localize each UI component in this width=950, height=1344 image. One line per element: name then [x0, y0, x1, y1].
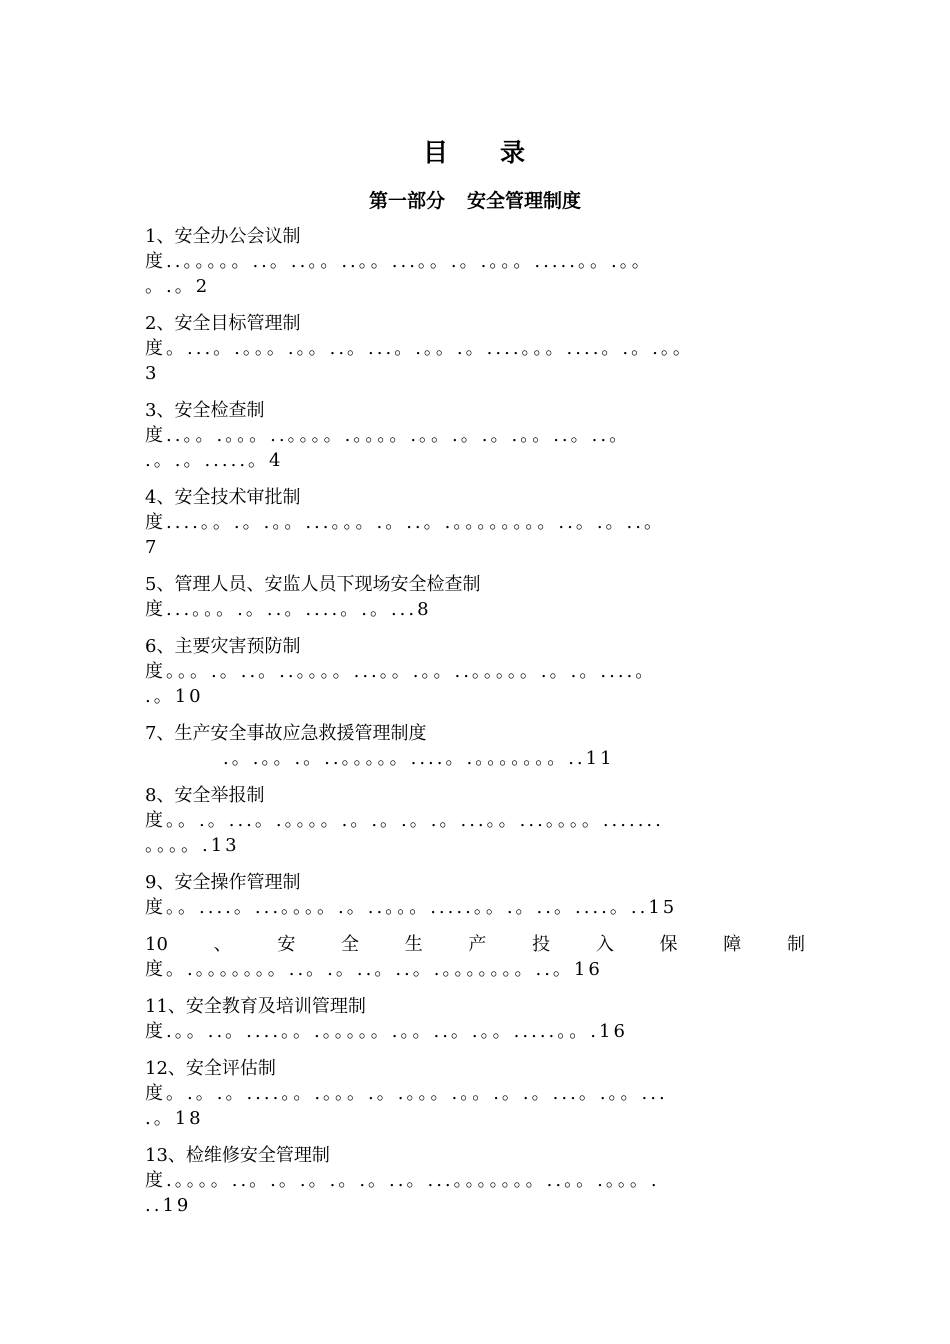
- toc-char: 保: [659, 934, 678, 955]
- toc-entry-title: 3、安全检查制: [145, 400, 265, 421]
- toc-entry-9[interactable]: [145, 870, 805, 920]
- part-heading: [0, 186, 950, 213]
- toc-entry-page: .。18: [145, 1108, 204, 1129]
- toc-entry-leader: 度。。。.。..。..。。。。...。。.。。..。。。。。.。.。....。: [145, 661, 657, 682]
- toc-entry-leader: 度.。。。。..。.。.。.。.。..。...。。。。。。。..。。.。。。.: [145, 1170, 660, 1191]
- toc-entry-title: [145, 932, 805, 957]
- toc-char: 投: [532, 934, 551, 955]
- toc-entry-title: 1、安全办公会议制: [145, 226, 301, 247]
- toc-entry-leader: 度。.。.。....。。.。。。.。.。。。.。。.。.。...。.。。...: [145, 1083, 668, 1104]
- toc-char: 产: [468, 934, 487, 955]
- toc-char: 入: [595, 934, 614, 955]
- table-of-contents: [145, 224, 805, 1230]
- part-label: 第一部分: [368, 190, 445, 212]
- toc-entry-leader: 度。。.。...。.。。。。.。.。.。.。...。。...。。。。.......: [145, 810, 664, 831]
- toc-entry-page: 。.。2: [145, 276, 211, 297]
- toc-entry-4[interactable]: [145, 485, 805, 560]
- toc-entry-title: 12、安全评估制: [145, 1058, 276, 1079]
- toc-entry-3[interactable]: [145, 398, 805, 473]
- toc-entry-page: 3: [145, 363, 160, 384]
- toc-entry-1[interactable]: [145, 224, 805, 299]
- toc-entry-leader: 度..。。.。。。..。。。。.。。。。.。。.。.。.。。..。..。: [145, 425, 631, 446]
- toc-entry-5[interactable]: [145, 572, 805, 622]
- toc-char: 10: [145, 934, 168, 955]
- toc-entry-11[interactable]: [145, 994, 805, 1044]
- toc-entry-title: 11、安全教育及培训管理制: [145, 996, 366, 1017]
- toc-entry-12[interactable]: [145, 1056, 805, 1131]
- toc-char: 障: [723, 934, 742, 955]
- toc-char: 安: [277, 934, 296, 955]
- page-title: [0, 133, 950, 169]
- toc-entry-leader: 度。.。。。。。。。..。.。..。..。.。。。。。。。..。16: [145, 959, 603, 980]
- toc-entry-title: 7、生产安全事故应急救援管理制度: [145, 723, 427, 744]
- toc-entry-10[interactable]: [145, 932, 805, 982]
- toc-entry-title: 6、主要灾害预防制: [145, 636, 301, 657]
- toc-entry-title: 13、检维修安全管理制: [145, 1145, 330, 1166]
- part-title: 安全管理制度: [467, 190, 582, 212]
- toc-entry-leader: 度....。。.。.。。...。。。.。..。.。。。。。。。。..。.。..。: [145, 512, 665, 533]
- toc-char: 制: [786, 934, 805, 955]
- toc-entry-6[interactable]: [145, 634, 805, 709]
- toc-entry-title: 8、安全举报制: [145, 785, 265, 806]
- toc-entry-page: .。10: [145, 686, 204, 707]
- toc-entry-leader: 度。...。.。。。.。。..。...。.。。.。....。。。....。.。.。。: [145, 338, 694, 359]
- toc-entry-leader: 度...。。。.。..。....。.。...8: [145, 599, 432, 620]
- title-char-right: 录: [500, 138, 528, 167]
- toc-entry-page: .。.。.....。4: [145, 450, 284, 471]
- toc-entry-2[interactable]: [145, 311, 805, 386]
- toc-entry-7[interactable]: [145, 721, 805, 771]
- toc-entry-title: 5、管理人员、安监人员下现场安全检查制: [145, 574, 481, 595]
- toc-entry-page: ..19: [145, 1195, 192, 1216]
- toc-entry-leader: 度。。....。...。。。。.。..。。。.....。。.。..。....。..15: [145, 897, 678, 918]
- toc-char: 全: [341, 934, 360, 955]
- toc-entry-page: 7: [145, 537, 160, 558]
- toc-entry-title: 4、安全技术审批制: [145, 487, 301, 508]
- toc-entry-leader: 度.。。..。....。。.。。。。。.。。..。.。。.....。。.16: [145, 1021, 628, 1042]
- toc-entry-8[interactable]: [145, 783, 805, 858]
- toc-entry-page: 。。。。.13: [145, 835, 240, 856]
- toc-entry-title: 9、安全操作管理制: [145, 872, 301, 893]
- toc-char: 、: [213, 934, 232, 955]
- toc-entry-leader: 度..。。。。。..。..。。..。。...。。.。.。。。.....。。.。。: [145, 251, 653, 272]
- title-char-left: 目: [422, 138, 450, 167]
- toc-entry-leader: .。.。。.。..。。。。。....。.。。。。。。。..11: [223, 748, 615, 769]
- toc-char: 生: [404, 934, 423, 955]
- toc-entry-title: 2、安全目标管理制: [145, 313, 301, 334]
- toc-entry-13[interactable]: [145, 1143, 805, 1218]
